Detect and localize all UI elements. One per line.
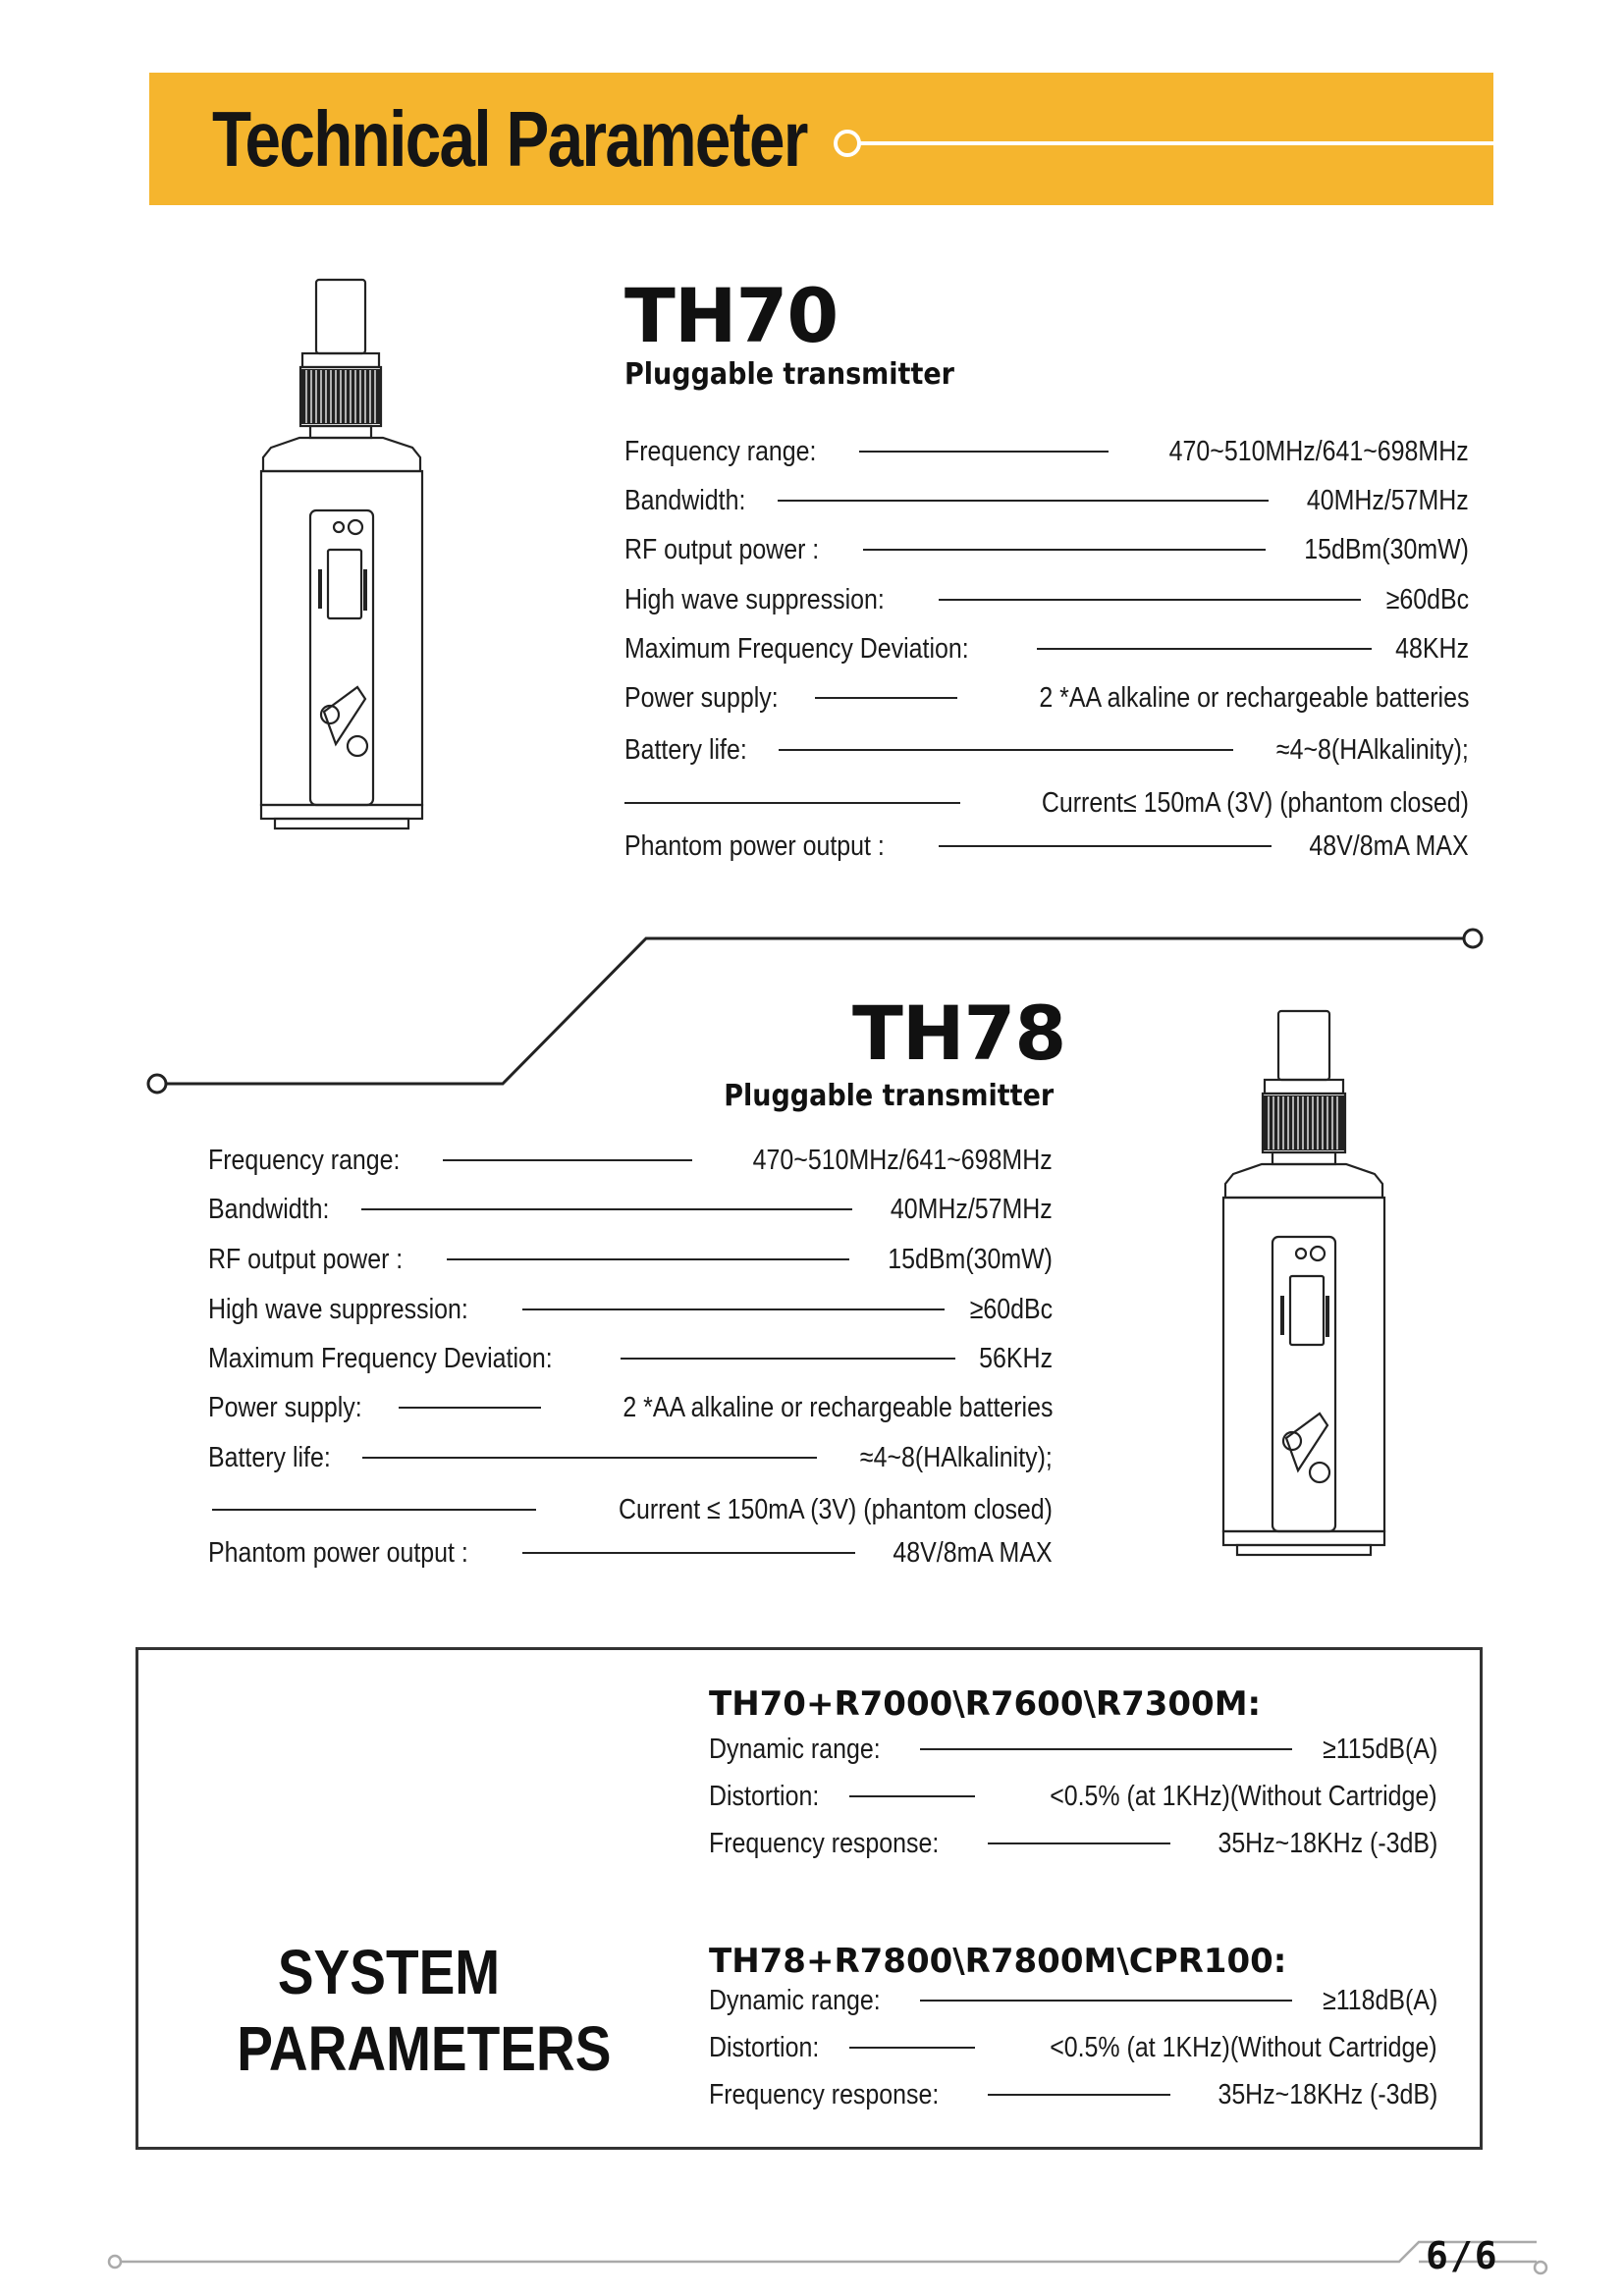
th70-spec-row [624,432,1469,471]
spec-value: 56KHz [979,1342,1053,1374]
system-parameters-title [237,1934,612,2087]
leader-line [778,500,1270,502]
spec-value: 48V/8mA MAX [893,1536,1053,1569]
th78-spec-row [208,1190,1053,1229]
leader-line [361,1208,853,1210]
spec-label: Power supply: [624,681,779,714]
header-connector-line [825,126,1502,161]
th78-model-name: TH78 [852,989,1066,1077]
page-number: 6/6 [1426,2234,1499,2277]
th78-spec-row [208,1533,1053,1573]
th70-spec-row [624,730,1469,770]
spec-value: 40MHz/57MHz [891,1193,1053,1225]
spec-label: High wave suppression: [624,583,885,615]
spec-value: 35Hz~18KHz (-3dB) [1218,2078,1437,2110]
leader-line [522,1552,855,1554]
spec-value: 470~510MHz/641~698MHz [1168,435,1469,467]
th70-device-illustration [255,275,427,844]
th70-spec-row [624,580,1469,619]
spec-label: Phantom power output : [624,829,885,862]
spec-label: Bandwidth: [624,484,746,516]
spec-value: 48KHz [1395,632,1469,665]
combo-spec-row [709,1730,1437,1769]
spec-label: Maximum Frequency Deviation: [208,1342,553,1374]
combo-title: TH70+R7000\R7600\R7300M: [709,1684,1262,1724]
th70-spec-row [624,678,1469,718]
th78-spec-row [208,1490,1053,1529]
leader-line [939,845,1272,847]
leader-line [779,749,1233,751]
spec-value: ≥115dB(A) [1322,1733,1437,1765]
leader-line [624,802,960,804]
spec-label: Distortion: [709,2031,820,2063]
leader-line [863,549,1267,551]
spec-label: RF output power : [624,533,820,565]
spec-label: Maximum Frequency Deviation: [624,632,969,665]
th78-spec-row [208,1290,1053,1329]
system-title-line: PARAMETERS [237,2013,612,2084]
th70-model-name: TH70 [624,272,839,359]
spec-value: 470~510MHz/641~698MHz [752,1144,1053,1176]
combo-spec-row [709,1981,1437,2020]
spec-label: Frequency response: [709,2078,940,2110]
leader-line [399,1407,540,1409]
spec-value: <0.5% (at 1KHz)(Without Cartridge) [1050,2031,1437,2063]
th78-spec-row [208,1388,1053,1427]
footer-line [103,2238,1556,2281]
spec-label: Frequency range: [624,435,817,467]
spec-label: Battery life: [208,1441,331,1473]
spec-label: Dynamic range: [709,1984,881,2016]
spec-label: Phantom power output : [208,1536,468,1569]
combo-title: TH78+R7800\R7800M\CPR100: [709,1942,1287,1981]
spec-value: 40MHz/57MHz [1307,484,1469,516]
th70-spec-row [624,783,1469,823]
spec-label: Dynamic range: [709,1733,881,1765]
leader-line [443,1159,692,1161]
spec-label: RF output power : [208,1243,404,1275]
th70-subtitle: Pluggable transmitter [624,357,955,392]
leader-line [1037,648,1372,650]
spec-value: 2 *AA alkaline or rechargeable batteries [622,1391,1053,1423]
leader-line [522,1308,945,1310]
spec-label: High wave suppression: [208,1293,468,1325]
spec-value: ≥60dBc [1385,583,1469,615]
spec-value: ≈4~8(HAlkalinity); [860,1441,1053,1473]
leader-line [859,451,1109,453]
page-title: Technical Parameter [212,95,807,183]
th78-spec-row [208,1339,1053,1378]
leader-line [920,2000,1292,2002]
spec-value: 2 *AA alkaline or rechargeable batteries [1038,681,1469,714]
spec-value: ≥118dB(A) [1322,1984,1437,2016]
spec-value: 35Hz~18KHz (-3dB) [1218,1827,1437,1859]
spec-value: 15dBm(30mW) [1304,533,1469,565]
spec-value: 15dBm(30mW) [888,1243,1053,1275]
spec-label: Bandwidth: [208,1193,330,1225]
combo-spec-row [709,1824,1437,1863]
spec-value: <0.5% (at 1KHz)(Without Cartridge) [1050,1780,1437,1812]
leader-line [988,2094,1169,2096]
spec-label: Distortion: [709,1780,820,1812]
spec-value: Current≤ 150mA (3V) (phantom closed) [1041,786,1469,819]
spec-label: Frequency response: [709,1827,940,1859]
combo-spec-row [709,2075,1437,2114]
leader-line [849,1795,976,1797]
leader-line [621,1358,955,1360]
combo-spec-row [709,2028,1437,2067]
spec-value: 48V/8mA MAX [1309,829,1469,862]
th70-spec-row [624,629,1469,668]
system-title-line: SYSTEM [277,1937,501,2007]
th78-subtitle: Pluggable transmitter [724,1079,1055,1113]
leader-line [988,1842,1169,1844]
th70-spec-row [624,481,1469,520]
combo-spec-row [709,1777,1437,1816]
leader-line [362,1457,817,1459]
th78-spec-row [208,1438,1053,1477]
spec-label: Power supply: [208,1391,362,1423]
leader-line [447,1258,850,1260]
th78-device-illustration [1218,1001,1389,1571]
th78-spec-row [208,1240,1053,1279]
spec-value: Current ≤ 150mA (3V) (phantom closed) [618,1493,1053,1525]
leader-line [920,1748,1292,1750]
leader-line [939,599,1361,601]
th70-spec-row [624,530,1469,569]
spec-label: Frequency range: [208,1144,401,1176]
th70-spec-row [624,827,1469,866]
th78-spec-row [208,1141,1053,1180]
spec-label: Battery life: [624,733,747,766]
leader-line [212,1509,536,1511]
spec-value: ≈4~8(HAlkalinity); [1276,733,1469,766]
leader-line [815,697,956,699]
spec-value: ≥60dBc [969,1293,1053,1325]
leader-line [849,2047,976,2049]
